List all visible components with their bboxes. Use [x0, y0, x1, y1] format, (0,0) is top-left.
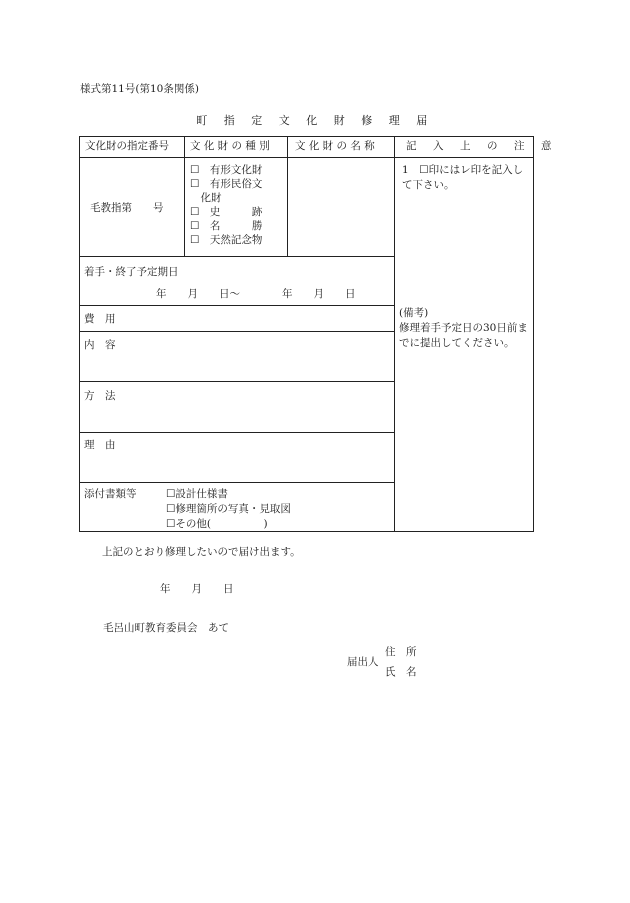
- checkbox-natural-monument[interactable]: ☐ 天然記念物: [190, 234, 263, 246]
- row-divider-content: [79, 381, 394, 382]
- col-divider-3: [394, 136, 395, 532]
- date-line: 年 月 日: [160, 583, 234, 595]
- checkbox-tangible-folk-cultural-property-cont: 化財: [190, 192, 222, 204]
- cost-label: 費 用: [84, 313, 116, 325]
- attachments-list: [166, 487, 291, 532]
- category-options: [190, 163, 262, 247]
- header-divider: [79, 157, 534, 158]
- checkbox-design-specification[interactable]: ☐設計仕様書: [166, 488, 228, 500]
- header-category: 文 化 財 の 種 別: [190, 140, 270, 152]
- checkbox-tangible-cultural-property[interactable]: ☐ 有形文化財: [190, 164, 263, 176]
- checkbox-other[interactable]: ☐その他( ): [166, 518, 268, 530]
- note-1: 1 ☐印にはレ印を記入して下さい。: [402, 164, 524, 191]
- reason-label: 理 由: [84, 439, 116, 451]
- applicant-label: 届出人: [347, 656, 379, 668]
- applicant-address-label: 住 所: [385, 646, 417, 658]
- header-name: 文 化 財 の 名 称: [295, 140, 375, 152]
- statement: 上記のとおり修理したいので届け出ます。: [102, 546, 301, 558]
- addressee: 毛呂山町教育委員会 あて: [103, 622, 229, 634]
- form-title: 町 指 定 文 化 財 修 理 届: [196, 114, 434, 127]
- checkbox-photos-and-sketch[interactable]: ☐修理箇所の写真・見取図: [166, 503, 291, 515]
- method-label: 方 法: [84, 390, 116, 402]
- period-label: 着手・終了予定期日: [84, 266, 179, 278]
- col-divider-2: [287, 136, 288, 256]
- row-divider-period: [79, 305, 394, 306]
- row-divider-category: [79, 256, 394, 257]
- remarks-label: (備考): [399, 307, 429, 319]
- attachments-label: 添付書類等: [84, 488, 137, 500]
- header-designation-number: 文化財の指定番号: [85, 140, 169, 152]
- remarks-text: 修理着手予定日の30日前までに提出してください。: [399, 322, 528, 349]
- header-notes: 記 入 上 の 注 意: [406, 140, 555, 152]
- row-divider-cost: [79, 331, 394, 332]
- row-divider-method: [79, 432, 394, 433]
- applicant-name-label: 氏 名: [385, 666, 417, 678]
- checkbox-tangible-folk-cultural-property[interactable]: ☐ 有形民俗文: [190, 178, 263, 190]
- checkbox-historic-site[interactable]: ☐ 史 跡: [190, 206, 263, 218]
- checkbox-scenic-beauty[interactable]: ☐ 名 勝: [190, 220, 263, 232]
- period-value: 年 月 日～ 年 月 日: [156, 288, 356, 300]
- content-label: 内 容: [84, 339, 116, 351]
- designation-number: 毛教指第 号: [90, 202, 164, 214]
- form-number: 様式第11号(第10条関係): [80, 83, 199, 95]
- col-divider-1: [184, 136, 185, 256]
- row-divider-reason: [79, 482, 394, 483]
